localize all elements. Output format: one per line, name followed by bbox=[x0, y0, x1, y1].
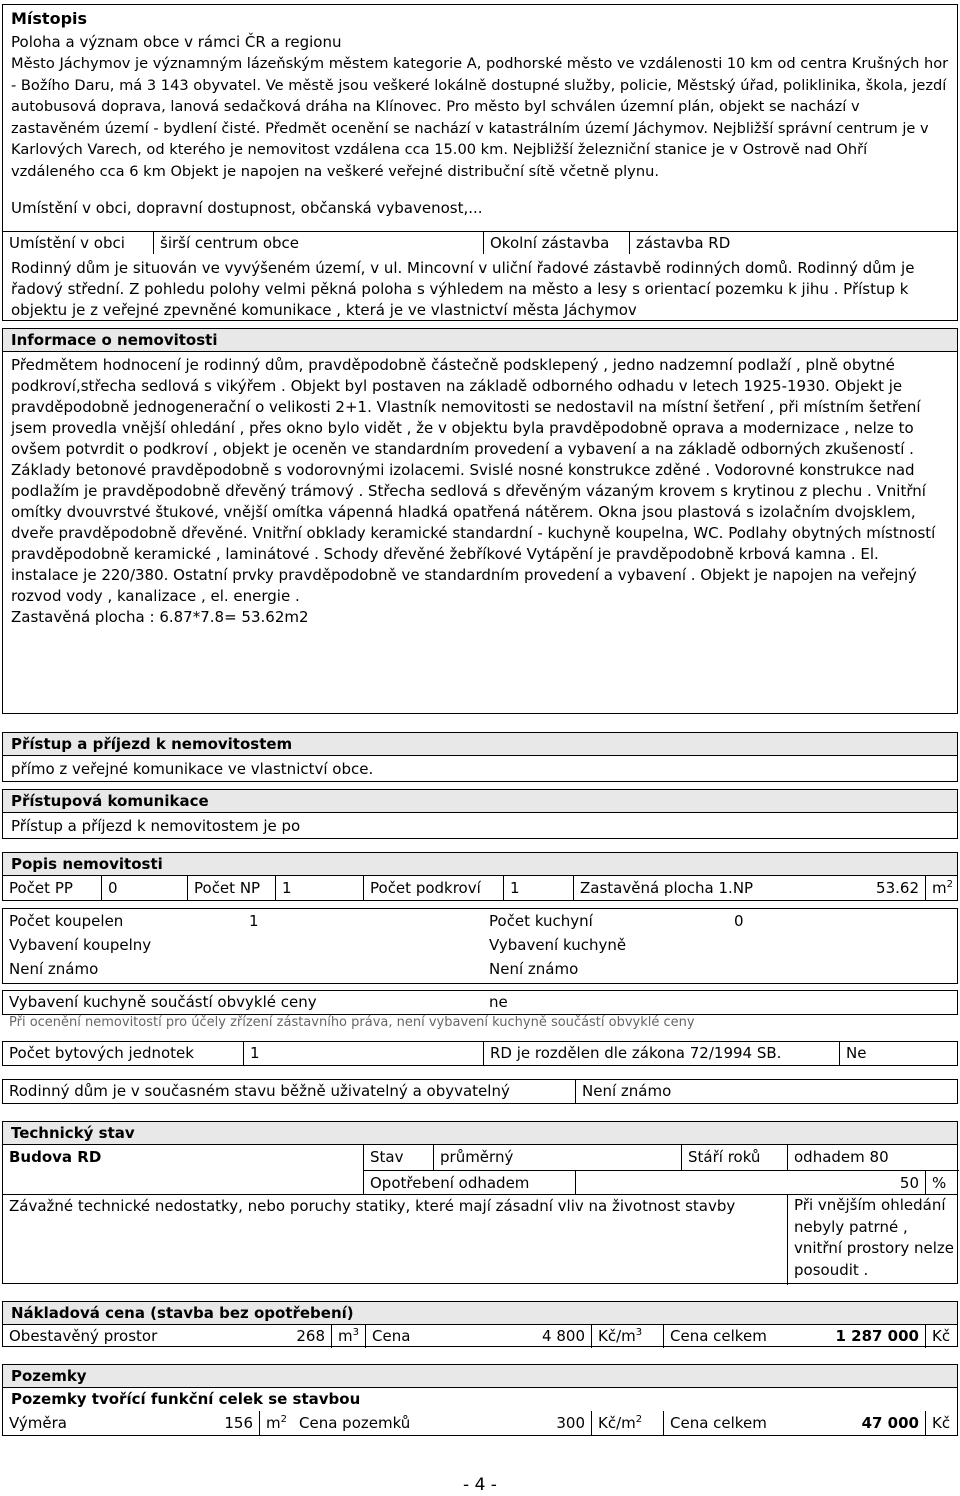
vyb-koupelny-label: Vybavení koupelny bbox=[9, 936, 152, 954]
informace-paragraph-1: Předmětem hodnocení je rodinný dům, pravděpodobně částečně podsklepený , jedno nadzemní podlaží , plně obytné podkroví,střecha sedlová s vikýřem . Objekt byl postaven na základě odborného odhadu v letech 1925-1930. Objekt je pravděpodobně jednogenerační o velikosti 2+1. Vlastník nemovitosti se nedostavil na místní šetření , při místním šetření jsem provedla vnější ohledání , přes okno bylo vidět , že v objektu byla pravděpodobně oprava a modernizace , nelze to ovšem potvrdit o podkroví , objekt je oceněn ve standardním provedení a vybavení a na základě odborných zkušeností . bbox=[11, 356, 921, 458]
informace-paragraph-2: Základy betonové pravděpodobně s vodorovnými izolacemi. Svislé nosné konstrukce zděné . Vodorovné konstrukce nad podlažím je pravděpodobně dřevěný trámový . Střecha sedlová s dřevěným vázaným krovem s krytinou z plechu . Vnitřní omítky dvouvrstvé štukové, vnější omítka vápenná hladká opatřená nátěrem. Okna jsou plastová s izolačním dvojsklem, dveře pravděpodobně dřevěné. Vnitřní obklady keramické standardní - kuchyně koupelna, WC. Podlahy obytných místností pravděpodobně keramické , laminátové . Schody dřevěné žebříkové Vytápění je pravděpodobně krbová kamna . El. instalace je 220/380. Ostatní prvky pravděpodobně ve standardním provedení a vybavení . Objekt je napojen na veřejný rozvod vody , kanalizace , el. energie . bbox=[11, 461, 936, 605]
pozemky-section bbox=[2, 1364, 958, 1436]
kuchyni-value: 0 bbox=[734, 912, 744, 930]
umisteni-value: širší centrum obce bbox=[153, 232, 483, 254]
vyb-kuchyne-value: Není známo bbox=[489, 960, 579, 978]
komunikace-text: Přístup a příjezd k nemovitostem je po bbox=[11, 817, 301, 835]
pozemky-celkem-label: Cena celkem bbox=[663, 1411, 785, 1435]
popis-title: Popis nemovitosti bbox=[3, 853, 957, 876]
pozemky-cena-label: Cena pozemků bbox=[299, 1414, 411, 1432]
kuchyni-label: Počet kuchyní bbox=[489, 912, 593, 930]
naklady-row bbox=[3, 1325, 957, 1348]
koupelen-value: 1 bbox=[249, 912, 259, 930]
kuchyne-soucast-section bbox=[2, 990, 958, 1015]
komunikace-section bbox=[2, 789, 958, 839]
bytovych-section bbox=[2, 1041, 958, 1066]
vymera-label: Výměra bbox=[9, 1414, 67, 1432]
opotrebeni-label: Opotřebení odhadem bbox=[363, 1170, 575, 1194]
technicky-opotrebeni-row bbox=[3, 1170, 957, 1194]
naklady-section bbox=[2, 1301, 958, 1347]
obestaveny-label: Obestavěný prostor bbox=[9, 1327, 158, 1345]
zastavba-value: zástavba RD bbox=[629, 232, 959, 254]
zastavba-label: Okolní zástavba bbox=[483, 232, 629, 254]
kuchyne-note: Při ocenění nemovitostí pro účely zřízení zástavního práva, není vybavení kuchyně součástí obvyklé ceny bbox=[9, 1015, 695, 1030]
naklady-cena-label: Cena bbox=[365, 1325, 461, 1348]
rozdelen-value: Ne bbox=[839, 1042, 959, 1065]
informace-section bbox=[2, 328, 958, 714]
informace-paragraph-3: Zastavěná plocha : 6.87*7.8= 53.62m2 bbox=[11, 608, 309, 626]
rozdelen-label: RD je rozdělen dle zákona 72/1994 SB. bbox=[483, 1042, 839, 1065]
podkrovi-value: 1 bbox=[503, 876, 573, 901]
umisteni-title: Umístění v obci, dopravní dostupnost, občanská vybavenost,... bbox=[11, 199, 483, 217]
obestaveny-value: 268 bbox=[296, 1327, 325, 1345]
naklady-celkem-label: Cena celkem bbox=[663, 1325, 785, 1348]
bytovych-value: 1 bbox=[243, 1042, 483, 1065]
pozemky-celkem-unit: Kč bbox=[925, 1411, 959, 1435]
budova-label: Budova RD bbox=[9, 1148, 102, 1166]
pozemky-cena-value: 300 bbox=[556, 1414, 585, 1432]
mistopis-subtitle: Poloha a význam obce v rámci ČR a regionu bbox=[11, 33, 342, 51]
stari-label: Stáří roků bbox=[681, 1145, 787, 1170]
pozemky-cena-unit: $Kč/m^2$ bbox=[591, 1411, 663, 1435]
mistopis-title: Místopis bbox=[11, 9, 88, 28]
naklady-celkem-unit: Kč bbox=[925, 1325, 959, 1348]
koupelen-label: Počet koupelen bbox=[9, 912, 124, 930]
pozemky-subtitle: Pozemky tvořící funkční celek se stavbou bbox=[11, 1390, 361, 1408]
plocha-label: Zastavěná plocha 1.NP bbox=[573, 876, 773, 901]
pozemky-celkem-value: 47 000 bbox=[861, 1414, 919, 1432]
technicky-title: Technický stav bbox=[3, 1122, 957, 1145]
stav-label: Stav bbox=[363, 1145, 433, 1170]
obestaveny-unit: $m^3$ bbox=[331, 1325, 365, 1348]
stari-value: odhadem 80 bbox=[787, 1145, 959, 1170]
pozemky-title: Pozemky bbox=[3, 1365, 957, 1388]
pristup-title: Přístup a příjezd k nemovitostem bbox=[3, 733, 957, 756]
opotrebeni-value: 50 bbox=[575, 1170, 925, 1194]
plocha-unit: $m^2$ bbox=[925, 876, 959, 901]
popis-section bbox=[2, 852, 958, 901]
vymera-unit: $m^2$ bbox=[259, 1411, 293, 1435]
vyb-koupelny-value: Není známo bbox=[9, 960, 99, 978]
page-number: - 4 - bbox=[463, 1475, 497, 1495]
naklady-cena-value: 4 800 bbox=[542, 1327, 585, 1345]
vyb-kuchyne-label: Vybavení kuchyně bbox=[489, 936, 627, 954]
komunikace-title: Přístupová komunikace bbox=[3, 790, 957, 813]
podkrovi-label: Počet podkroví bbox=[363, 876, 503, 901]
uzivatelny-label: Rodinný dům je v současném stavu běžně uživatelný a obyvatelný bbox=[9, 1082, 510, 1100]
popis-vybaveni-row bbox=[3, 933, 957, 957]
technicky-vady-row bbox=[3, 1194, 957, 1285]
vady-value: Při vnějším ohledání nebyly patrné , vnitřní prostory nelze posoudit . bbox=[787, 1195, 959, 1285]
vymera-value: 156 bbox=[224, 1414, 253, 1432]
pp-label: Počet PP bbox=[9, 879, 73, 897]
vady-label: Závažné technické nedostatky, nebo poruchy statiky, které mají zásadní vliv na životnost stavby bbox=[9, 1197, 736, 1215]
plocha-value: 53.62 bbox=[876, 879, 919, 897]
naklady-title: Nákladová cena (stavba bez opotřebení) bbox=[3, 1302, 957, 1325]
umisteni-row bbox=[3, 231, 957, 254]
uzivatelny-section bbox=[2, 1079, 958, 1104]
mistopis-section bbox=[2, 4, 958, 321]
np-label: Počet NP bbox=[187, 876, 275, 901]
pp-value: 0 bbox=[101, 876, 187, 901]
popis-koupelen-row bbox=[3, 909, 957, 933]
umisteni-label: Umístění v obci bbox=[9, 234, 125, 252]
naklady-cena-unit: $Kč/m^3$ bbox=[591, 1325, 663, 1348]
technicky-stav-row bbox=[3, 1145, 957, 1170]
kuchyne-soucast-value: ne bbox=[489, 993, 508, 1011]
np-value: 1 bbox=[275, 876, 363, 901]
informace-title: Informace o nemovitosti bbox=[3, 329, 957, 352]
mistopis-text: Město Jáchymov je významným lázeňským městem kategorie A, podhorské město ve vzdálenosti 10 km od centra Krušných hor - Božího Daru, má 3 143 obyvatel. Ve městě jsou veškeré lokálně dostupné služby, policie, Městský úřad, poliklinika, škola, jezdí autobusová doprava, lanová sedačková dráha na Klínovec. Pro město byl schválen územní plán, objekt se nachází v zastavěném území - bydlení čisté. Předmět ocenění se nachází v katastrálním území Jáchymov. Nejbližší správní centrum je v Karlových Varech, od kterého je nemovitost vzdálena cca 15.00 km. Nejbližší železniční stanice je v Ostrově nad Ohří vzdáleného cca 6 km Objekt je napojen na veškeré veřejné distribuční sítě včetně plynu. bbox=[11, 55, 949, 180]
pristup-text: přímo z veřejné komunikace ve vlastnictví obce. bbox=[11, 760, 374, 778]
pristup-section bbox=[2, 732, 958, 782]
popis-rooms-section bbox=[2, 908, 958, 984]
technicky-section bbox=[2, 1121, 958, 1284]
uzivatelny-value: Není známo bbox=[575, 1080, 959, 1103]
popis-vybaveni-values-row bbox=[3, 957, 957, 981]
naklady-celkem-value: 1 287 000 bbox=[835, 1327, 919, 1345]
stav-value: průměrný bbox=[433, 1145, 681, 1170]
opotrebeni-unit: % bbox=[925, 1170, 959, 1194]
bytovych-label: Počet bytových jednotek bbox=[9, 1044, 194, 1062]
umisteni-text: Rodinný dům je situován ve vyvýšeném území, v ul. Mincovní v uliční řadové zástavbě rodinných domů. Rodinný dům je řadový střední. Z pohledu polohy velmi pěkná poloha s výhledem na město a lesy s orientací pozemku k jihu . Přístup k objektu je z veřejné zpevněné komunikace , která je ve vlastnictví města Jáchymov bbox=[11, 259, 915, 319]
kuchyne-soucast-label: Vybavení kuchyně součástí obvyklé ceny bbox=[9, 993, 317, 1011]
popis-counts-row bbox=[3, 876, 957, 901]
pozemky-row bbox=[3, 1411, 957, 1435]
